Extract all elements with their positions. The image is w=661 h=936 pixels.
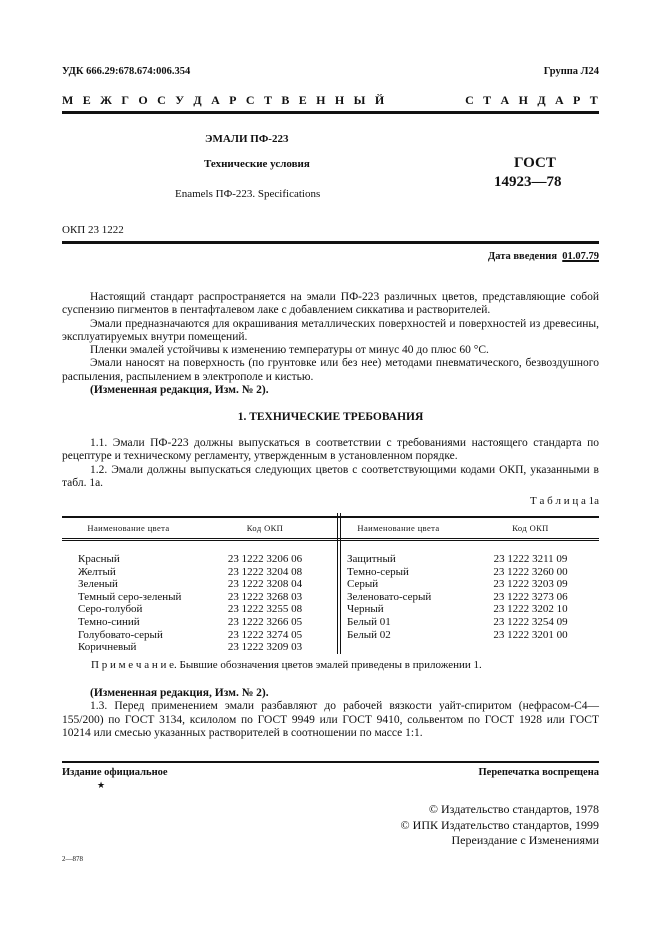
paragraph: 1.3. Перед применением эмали разбавляют до рабочей вязкости уайт-спиритом (нефрасом-С4—155/200) по ГОСТ 3134, ксилолом по ГОСТ 9949 или ГОСТ 9410, сольвентом по ГОСТ 1928 или ГОСТ 10214 или смесью указанных растворителей в соотношении по массе 1:1.	[62, 700, 599, 739]
okp-code-cell: 23 1222 3274 05	[227, 628, 303, 641]
copyright-line: © ИПК Издательство стандартов, 1999	[400, 817, 599, 832]
print-code: 2—878	[62, 855, 83, 863]
gost-label: ГОСТ	[514, 155, 556, 171]
note-label: П р и м е ч а н и е.	[91, 659, 177, 671]
paragraph: Эмали предназначаются для окрашивания металлических поверхностей и поверхностей из древесины, эксплуатируемых внутри помещений.	[62, 317, 599, 343]
table-note	[91, 659, 482, 671]
paragraph: Эмали наносят на поверхность (по грунтовке или без нее) методами пневматического, безвоздушного распыления, распылением в электрополе и кистью.	[62, 357, 599, 383]
group: Группа Л24	[543, 66, 599, 77]
section-title: 1. ТЕХНИЧЕСКИЕ ТРЕБОВАНИЯ	[237, 411, 424, 423]
doc-title: ЭМАЛИ ПФ-223	[205, 133, 289, 145]
column-header: Наименование цвета	[357, 523, 440, 533]
color-name-cell: Черный	[347, 603, 384, 616]
reprint-notice: Перепечатка воспрещена	[478, 767, 599, 778]
udk: УДК 666.29:678.674:006.354	[62, 66, 191, 77]
color-name-cell: Красный	[78, 553, 120, 565]
intro-date	[488, 251, 599, 262]
paragraph: 1.1. Эмали ПФ-223 должны выпускаться в соответствии с требованиями настоящего стандарта по рецептуре и техническому регламенту, утвержденным в установленном порядке.	[62, 437, 599, 463]
color-name-cell: Коричневый	[78, 641, 137, 654]
table-column	[462, 553, 599, 654]
divider	[62, 761, 599, 763]
paragraph: Настоящий стандарт распространяется на эмали ПФ-223 различных цветов, представляющие собой суспензию пигментов в пентафталевом лаке с добавлением сиккатива и растворителей.	[62, 291, 599, 317]
note-text: Бывшие обозначения цветов эмалей приведены в приложении 1.	[179, 659, 482, 671]
color-name-cell: Белый 02	[347, 628, 391, 641]
requirements-text	[62, 437, 599, 490]
color-name-cell: Голубовато-серый	[78, 628, 163, 641]
paragraph: Пленки эмалей устойчивы к изменению температуры от минус 40 до плюс 60 °С.	[90, 344, 489, 357]
okp-code-cell: 23 1222 3266 05	[227, 615, 303, 628]
color-name-cell: Зеленый	[78, 578, 118, 591]
divider	[62, 111, 599, 114]
intro-text	[62, 291, 599, 397]
color-table	[62, 516, 599, 654]
color-name-cell: Темно-серый	[347, 565, 409, 578]
color-name-cell: Белый 01	[347, 615, 391, 628]
okp-code-cell: 23 1222 3204 08	[227, 565, 303, 578]
color-name-cell: Серый	[347, 578, 379, 591]
doc-subtitle: Технические условия	[204, 158, 310, 170]
table-column	[62, 553, 195, 654]
okp-code-cell: 23 1222 3209 03	[227, 641, 303, 654]
banner-left: М Е Ж Г О С У Д А Р С Т В Е Н Н Ы Й	[62, 93, 388, 107]
section-1-3	[62, 687, 599, 740]
divider	[62, 241, 599, 244]
paragraph: 1.2. Эмали должны выпускаться следующих цветов с соответствующими кодами ОКП, указанными в табл. 1а.	[62, 463, 599, 489]
okp-code-cell: 23 1222 3273 06	[493, 590, 568, 603]
column-header: Код ОКП	[246, 523, 284, 533]
okp-code-cell: 23 1222 3254 09	[493, 615, 568, 628]
gost-number: 14923—78	[494, 174, 562, 190]
okp-code-cell: 23 1222 3206 06	[227, 553, 303, 565]
table-caption: Т а б л и ц а 1а	[530, 495, 599, 507]
english-title: Enamels ПФ-223. Specifications	[175, 188, 321, 200]
okp-code-cell: 23 1222 3202 10	[493, 603, 568, 616]
column-header: Код ОКП	[512, 523, 549, 533]
amendment-note: (Измененная редакция, Изм. № 2).	[90, 687, 269, 699]
okp-code-cell: 23 1222 3211 09	[493, 553, 568, 565]
okp-code-cell: 23 1222 3208 04	[227, 578, 303, 591]
okp-code-cell: 23 1222 3203 09	[493, 578, 568, 591]
color-name-cell: Желтый	[78, 565, 116, 578]
okp-code-cell: 23 1222 3268 03	[227, 590, 303, 603]
table-column	[335, 553, 462, 654]
intro-date-label: Дата введения	[488, 251, 557, 262]
column-header: Наименование цвета	[87, 523, 170, 533]
okp-code-cell: 23 1222 3255 08	[227, 603, 303, 616]
color-name-cell: Зеленовато-серый	[347, 590, 432, 603]
color-name-cell: Темно-синий	[78, 615, 140, 628]
okp-code-cell: 23 1222 3201 00	[493, 628, 568, 641]
okp-code-cell	[462, 641, 599, 654]
color-name-cell: Защитный	[347, 553, 396, 565]
color-name-cell	[347, 641, 462, 654]
copyright	[401, 802, 599, 849]
reissue-note: Переиздание с Изменениями	[451, 833, 599, 847]
copyright-line: © Издательство стандартов, 1978	[428, 802, 599, 816]
okp-code-cell: 23 1222 3260 00	[493, 565, 568, 578]
okp-code: ОКП 23 1222	[62, 224, 124, 236]
table-column	[195, 553, 335, 654]
color-name-cell: Темный серо-зеленый	[78, 590, 182, 603]
color-name-cell: Серо-голубой	[78, 603, 143, 616]
banner-right: С Т А Н Д А Р Т	[465, 93, 601, 107]
star-icon: ★	[97, 780, 106, 790]
official-edition: Издание официальное	[62, 767, 168, 778]
amendment-note: (Измененная редакция, Изм. № 2).	[90, 384, 269, 397]
intro-date-value: 01.07.79	[562, 251, 599, 262]
